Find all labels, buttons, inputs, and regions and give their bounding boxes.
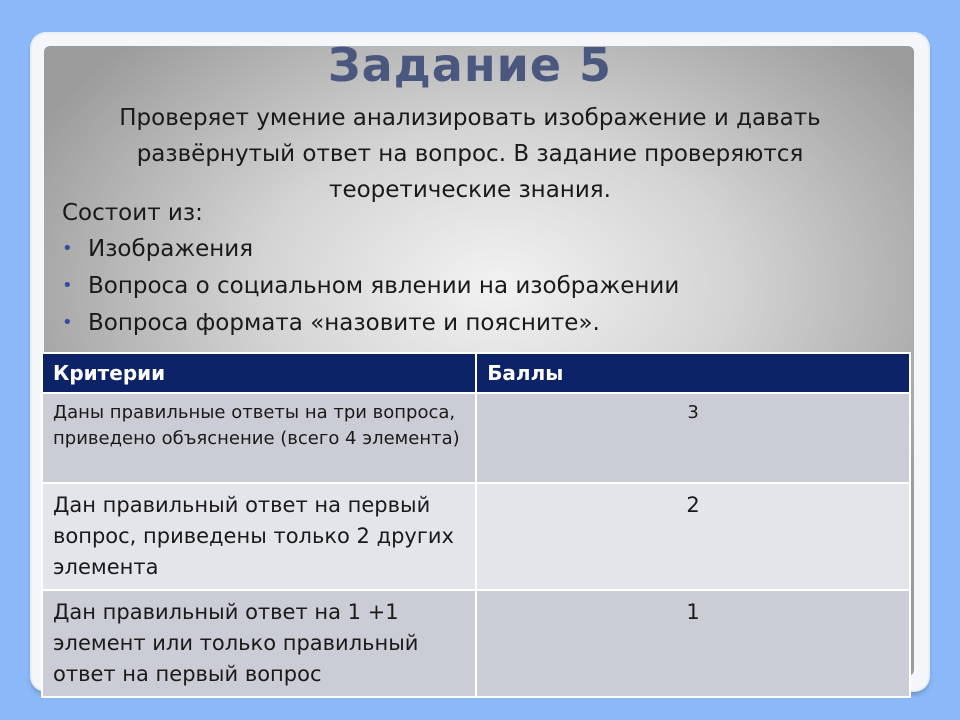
table-row (42, 393, 910, 483)
bullet-text: Изображения (88, 236, 254, 262)
criteria-table (41, 352, 911, 698)
consists-label: Состоит из: (62, 200, 203, 226)
table-row (42, 483, 910, 590)
score-cell: 2 (476, 483, 910, 590)
bullet-text: Вопроса о социальном явлении на изображении (88, 273, 680, 299)
score-cell: 3 (476, 393, 910, 483)
score-cell: 1 (476, 590, 910, 697)
table-header-row (42, 353, 910, 393)
intro-text: Проверяет умение анализировать изображение и давать развёрнутый ответ на вопрос. В задание проверяются теоретические знания. (119, 105, 821, 203)
bullet-list (62, 234, 679, 345)
bullet-item (62, 271, 679, 308)
bullet-dot-icon: • (62, 238, 73, 259)
criterion-cell: Даны правильные ответы на три вопроса, приведено объяснение (всего 4 элемента) (42, 393, 476, 483)
bullet-item (62, 308, 679, 345)
bullet-dot-icon: • (62, 275, 73, 296)
bullet-dot-icon: • (62, 312, 73, 333)
header-criteria: Критерии (42, 353, 476, 393)
bullet-text: Вопроса формата «назовите и поясните». (88, 310, 600, 336)
header-points: Баллы (476, 353, 910, 393)
criterion-cell: Дан правильный ответ на 1 +1 элемент или только правильный ответ на первый вопрос (42, 590, 476, 697)
criterion-cell: Дан правильный ответ на первый вопрос, приведены только 2 других элемента (42, 483, 476, 590)
table-row (42, 590, 910, 697)
bullet-item (62, 234, 679, 271)
slide-title: Задание 5 (327, 38, 613, 92)
